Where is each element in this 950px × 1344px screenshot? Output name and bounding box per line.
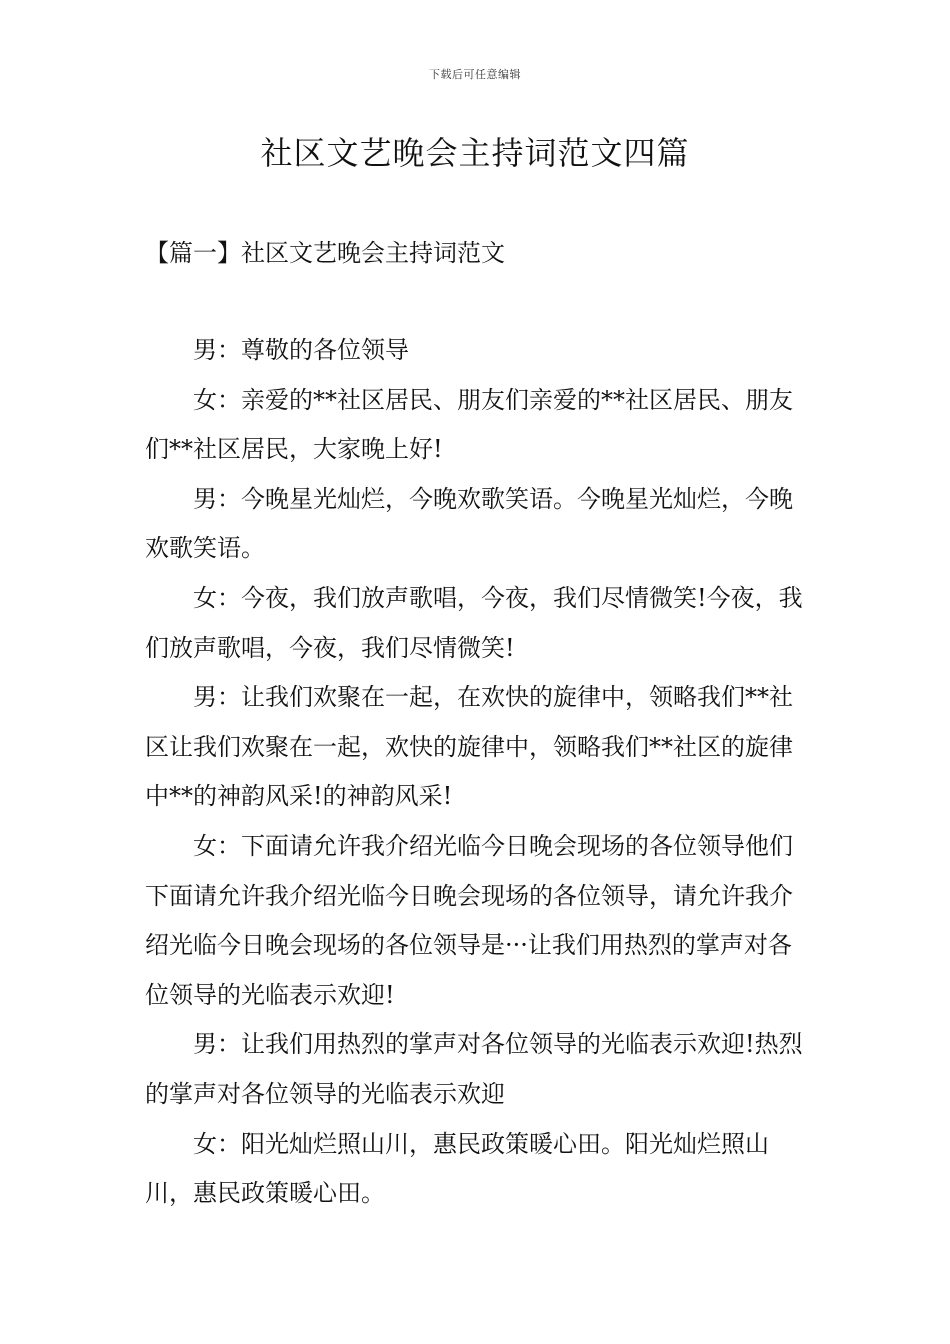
- paragraph: 女：阳光灿烂照山川，惠民政策暖心田。阳光灿烂照山川，惠民政策暖心田。: [145, 1129, 769, 1208]
- document-title: 社区文艺晚会主持词范文四篇: [260, 134, 690, 172]
- paragraph: 女：下面请允许我介绍光临今日晚会现场的各位领导他们下面请允许我介绍光临今日晚会现场的各位领导，请允许我介绍光临今日晚会现场的各位领导是···让我们用热烈的掌声对各位领导的光临表示欢迎!: [145, 831, 793, 1009]
- header-note: 下载后可任意编辑: [429, 68, 521, 81]
- paragraph: 男：让我们欢聚在一起，在欢快的旋律中，领略我们**社区让我们欢聚在一起，欢快的旋律中，领略我们**社区的旋律中**的神韵风采!的神韵风采!: [145, 683, 793, 811]
- paragraph: 女：亲爱的**社区居民、朋友们亲爱的**社区居民、朋友们**社区居民，大家晚上好!: [145, 385, 793, 464]
- paragraph: 女：今夜，我们放声歌唱，今夜，我们尽情微笑!今夜，我们放声歌唱，今夜，我们尽情微笑!: [145, 583, 803, 662]
- paragraph: 男：今晚星光灿烂，今晚欢歌笑语。今晚星光灿烂，今晚欢歌笑语。: [145, 484, 793, 563]
- body-text: [145, 326, 810, 1219]
- section-heading: 【篇一】社区文艺晚会主持词范文: [145, 239, 505, 267]
- paragraph: 男：让我们用热烈的掌声对各位领导的光临表示欢迎!热烈的掌声对各位领导的光临表示欢迎: [145, 1030, 803, 1108]
- paragraph: 男：尊敬的各位领导: [193, 336, 409, 364]
